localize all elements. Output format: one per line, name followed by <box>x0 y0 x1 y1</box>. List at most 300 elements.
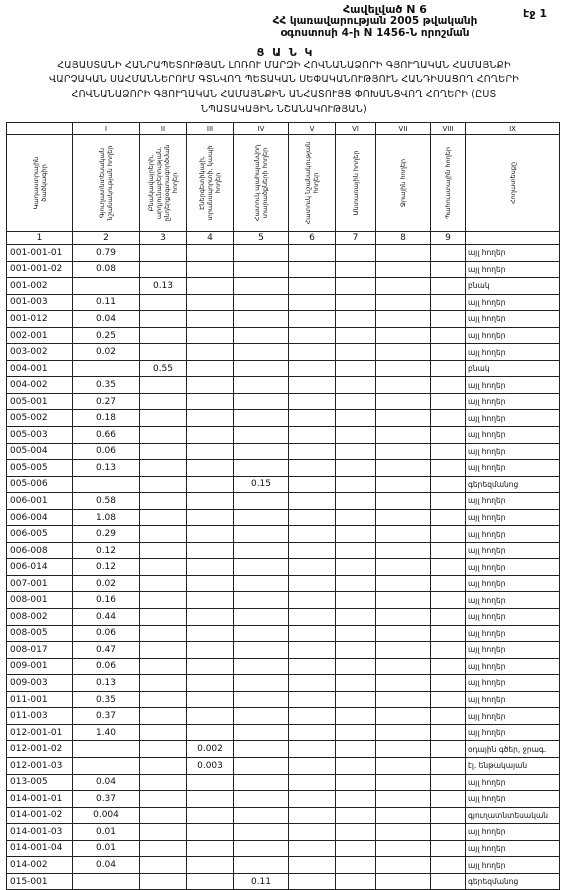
land-type-cell: այլ հողեր <box>466 824 560 841</box>
forest-cell <box>336 840 376 857</box>
protected-cell <box>234 609 289 626</box>
protected-cell <box>234 427 289 444</box>
colnum-10 <box>466 232 560 245</box>
forest-cell <box>336 460 376 477</box>
header-forest: Անտառային հողեր <box>336 135 376 232</box>
water-cell <box>376 311 431 328</box>
water-cell <box>376 791 431 808</box>
agricultural-cell <box>73 741 140 758</box>
roman-col-1 <box>7 123 73 135</box>
table-row <box>7 460 560 477</box>
land-type-cell: այլ հողեր <box>466 724 560 741</box>
water-cell <box>376 526 431 543</box>
forest-cell <box>336 575 376 592</box>
cadastral-code-cell: 008-001 <box>7 592 73 609</box>
reserve-cell <box>431 460 466 477</box>
settlement-cell <box>140 708 187 725</box>
agricultural-cell: 0.01 <box>73 824 140 841</box>
forest-cell <box>336 344 376 361</box>
table-row <box>7 278 560 295</box>
table-row <box>7 609 560 626</box>
energy-transport-cell <box>187 609 234 626</box>
table-row <box>7 873 560 890</box>
forest-cell <box>336 443 376 460</box>
header-energy-transport: Էներգետիկայի, տրանսպորտի, կապի հողեր <box>187 135 234 232</box>
cadastral-code-cell: 001-001-01 <box>7 245 73 262</box>
table-row <box>7 774 560 791</box>
roman-header-row <box>7 123 560 135</box>
agricultural-cell: 0.13 <box>73 675 140 692</box>
water-cell <box>376 476 431 493</box>
agricultural-cell: 0.01 <box>73 840 140 857</box>
protected-cell <box>234 327 289 344</box>
agricultural-cell: 0.25 <box>73 327 140 344</box>
special-cell <box>289 327 336 344</box>
energy-transport-cell <box>187 245 234 262</box>
table-row <box>7 642 560 659</box>
table-row <box>7 245 560 262</box>
forest-cell <box>336 294 376 311</box>
cadastral-code-cell: 001-003 <box>7 294 73 311</box>
forest-cell <box>336 427 376 444</box>
water-cell <box>376 824 431 841</box>
agricultural-cell <box>73 278 140 295</box>
water-cell <box>376 840 431 857</box>
land-type-cell: այլ հողեր <box>466 575 560 592</box>
cadastral-code-cell: 012-001-03 <box>7 757 73 774</box>
cadastral-code-cell: 005-004 <box>7 443 73 460</box>
table-row <box>7 857 560 874</box>
water-cell <box>376 741 431 758</box>
table-row <box>7 625 560 642</box>
agricultural-cell: 0.06 <box>73 443 140 460</box>
water-cell <box>376 658 431 675</box>
water-cell <box>376 460 431 477</box>
settlement-cell <box>140 245 187 262</box>
land-type-cell: այլ հողեր <box>466 708 560 725</box>
water-cell <box>376 443 431 460</box>
energy-transport-cell <box>187 542 234 559</box>
forest-cell <box>336 757 376 774</box>
colnum-1: 1 <box>7 232 73 245</box>
land-type-cell: այլ հողեր <box>466 493 560 510</box>
forest-cell <box>336 675 376 692</box>
water-cell <box>376 245 431 262</box>
land-type-cell: այլ հողեր <box>466 261 560 278</box>
land-type-cell: այլ հողեր <box>466 311 560 328</box>
agricultural-cell: 0.12 <box>73 559 140 576</box>
protected-cell <box>234 675 289 692</box>
water-cell <box>376 393 431 410</box>
settlement-cell <box>140 625 187 642</box>
header-settlements: Բնակավայրերի, արդյունաբերության, ընդերքօգտագործման հողեր <box>140 135 187 232</box>
reserve-cell <box>431 344 466 361</box>
water-cell <box>376 377 431 394</box>
special-cell <box>289 840 336 857</box>
agricultural-cell: 0.08 <box>73 261 140 278</box>
special-cell <box>289 278 336 295</box>
settlement-cell <box>140 774 187 791</box>
protected-cell <box>234 344 289 361</box>
table-row <box>7 294 560 311</box>
protected-cell: 0.15 <box>234 476 289 493</box>
land-type-cell: այլ հողեր <box>466 427 560 444</box>
settlement-cell <box>140 542 187 559</box>
settlement-cell <box>140 575 187 592</box>
agricultural-cell: 0.35 <box>73 691 140 708</box>
land-type-cell: էլ. ենթակայան <box>466 757 560 774</box>
land-type-cell: այլ հողեր <box>466 658 560 675</box>
table-row <box>7 509 560 526</box>
cadastral-code-cell: 001-001-02 <box>7 261 73 278</box>
table-row <box>7 675 560 692</box>
settlement-cell <box>140 393 187 410</box>
forest-cell <box>336 377 376 394</box>
special-cell <box>289 476 336 493</box>
energy-transport-cell <box>187 840 234 857</box>
water-cell <box>376 625 431 642</box>
energy-transport-cell <box>187 791 234 808</box>
settlement-cell <box>140 559 187 576</box>
settlement-cell <box>140 658 187 675</box>
cadastral-code-cell: 004-001 <box>7 360 73 377</box>
forest-cell <box>336 393 376 410</box>
forest-cell <box>336 261 376 278</box>
protected-cell <box>234 278 289 295</box>
reserve-cell <box>431 294 466 311</box>
roman-col-7: VI <box>336 123 376 135</box>
energy-transport-cell <box>187 443 234 460</box>
reserve-cell <box>431 443 466 460</box>
special-cell <box>289 377 336 394</box>
special-cell <box>289 592 336 609</box>
forest-cell <box>336 311 376 328</box>
table-row <box>7 658 560 675</box>
agricultural-cell: 0.04 <box>73 311 140 328</box>
protected-cell <box>234 824 289 841</box>
forest-cell <box>336 559 376 576</box>
land-table <box>6 122 560 890</box>
protected-cell: 0.11 <box>234 873 289 890</box>
special-cell <box>289 542 336 559</box>
header-cadastral-code: Կադաստրային ծածկագիր <box>7 135 73 232</box>
agricultural-cell: 1.40 <box>73 724 140 741</box>
land-type-cell: այլ հողեր <box>466 294 560 311</box>
water-cell <box>376 857 431 874</box>
agricultural-cell: 0.02 <box>73 575 140 592</box>
land-type-cell: գերեզմանոց <box>466 476 560 493</box>
agricultural-cell: 0.79 <box>73 245 140 262</box>
water-cell <box>376 675 431 692</box>
table-row <box>7 691 560 708</box>
land-type-cell: գերեզմանոց <box>466 873 560 890</box>
agricultural-cell <box>73 873 140 890</box>
settlement-cell <box>140 509 187 526</box>
protected-cell <box>234 642 289 659</box>
table-row <box>7 791 560 808</box>
colnum-6: 6 <box>289 232 336 245</box>
cadastral-code-cell: 012-001-01 <box>7 724 73 741</box>
document-title: Ց Ա Ն Կ <box>256 46 315 59</box>
protected-cell <box>234 294 289 311</box>
water-cell <box>376 609 431 626</box>
reserve-cell <box>431 840 466 857</box>
cadastral-code-cell: 006-014 <box>7 559 73 576</box>
agricultural-cell: 0.11 <box>73 294 140 311</box>
cadastral-code-cell: 005-002 <box>7 410 73 427</box>
table-row <box>7 724 560 741</box>
energy-transport-cell <box>187 675 234 692</box>
agricultural-cell: 0.37 <box>73 708 140 725</box>
cadastral-code-cell: 015-001 <box>7 873 73 890</box>
special-cell <box>289 708 336 725</box>
energy-transport-cell <box>187 460 234 477</box>
colnum-7: 7 <box>336 232 376 245</box>
energy-transport-cell <box>187 708 234 725</box>
forest-cell <box>336 542 376 559</box>
title-line-2: ՎԱՐՉԱԿԱՆ ՍԱՀՄԱՆՆԵՐՈՒՄ ԳՏՆՎՈՂ ՊԵՏԱԿԱՆ ՍԵՓԱԿԱՆՈՒԹՅՈՒՆ ՀԱՆԴԻՍԱՑՈՂ ՀՈՂԵՐԻ <box>48 74 519 85</box>
table-row <box>7 476 560 493</box>
water-cell <box>376 509 431 526</box>
land-type-cell: այլ հողեր <box>466 443 560 460</box>
table-row <box>7 592 560 609</box>
agricultural-cell: 0.004 <box>73 807 140 824</box>
forest-cell <box>336 410 376 427</box>
protected-cell <box>234 625 289 642</box>
table-body <box>7 245 560 890</box>
settlement-cell <box>140 427 187 444</box>
protected-cell <box>234 261 289 278</box>
forest-cell <box>336 526 376 543</box>
cadastral-code-cell: 003-002 <box>7 344 73 361</box>
roman-col-4: III <box>187 123 234 135</box>
reserve-cell <box>431 509 466 526</box>
energy-transport-cell <box>187 377 234 394</box>
water-cell <box>376 724 431 741</box>
table-row <box>7 807 560 824</box>
agricultural-cell: 0.06 <box>73 658 140 675</box>
special-cell <box>289 691 336 708</box>
colnum-2: 2 <box>73 232 140 245</box>
water-cell <box>376 559 431 576</box>
energy-transport-cell <box>187 592 234 609</box>
special-cell <box>289 642 336 659</box>
forest-cell <box>336 493 376 510</box>
special-cell <box>289 261 336 278</box>
cadastral-code-cell: 005-001 <box>7 393 73 410</box>
reserve-cell <box>431 592 466 609</box>
cadastral-code-cell: 012-001-02 <box>7 741 73 758</box>
water-cell <box>376 873 431 890</box>
energy-transport-cell <box>187 311 234 328</box>
cadastral-code-cell: 001-012 <box>7 311 73 328</box>
forest-cell <box>336 609 376 626</box>
cadastral-code-cell: 013-005 <box>7 774 73 791</box>
protected-cell <box>234 691 289 708</box>
special-cell <box>289 625 336 642</box>
special-cell <box>289 360 336 377</box>
land-type-cell: այլ հողեր <box>466 857 560 874</box>
land-type-cell: այլ հողեր <box>466 675 560 692</box>
special-cell <box>289 791 336 808</box>
land-type-cell: այլ հողեր <box>466 344 560 361</box>
header-special: Հատուկ նշանակության հողեր <box>289 135 336 232</box>
settlement-cell <box>140 311 187 328</box>
cadastral-code-cell: 009-003 <box>7 675 73 692</box>
protected-cell <box>234 724 289 741</box>
forest-cell <box>336 360 376 377</box>
roman-col-10: IX <box>466 123 560 135</box>
table-row <box>7 840 560 857</box>
water-cell <box>376 360 431 377</box>
energy-transport-cell <box>187 360 234 377</box>
reserve-cell <box>431 427 466 444</box>
land-type-cell: այլ հողեր <box>466 625 560 642</box>
protected-cell <box>234 542 289 559</box>
protected-cell <box>234 410 289 427</box>
agricultural-cell: 0.66 <box>73 427 140 444</box>
special-cell <box>289 609 336 626</box>
settlement-cell <box>140 724 187 741</box>
cadastral-code-cell: 001-002 <box>7 278 73 295</box>
colnum-5: 5 <box>234 232 289 245</box>
water-cell <box>376 294 431 311</box>
forest-cell <box>336 807 376 824</box>
settlement-cell <box>140 741 187 758</box>
water-cell <box>376 493 431 510</box>
energy-transport-cell <box>187 691 234 708</box>
reserve-cell <box>431 493 466 510</box>
special-cell <box>289 393 336 410</box>
agricultural-cell <box>73 360 140 377</box>
protected-cell <box>234 658 289 675</box>
energy-transport-cell: 0.002 <box>187 741 234 758</box>
land-type-cell: այլ հողեր <box>466 327 560 344</box>
settlement-cell <box>140 526 187 543</box>
special-cell <box>289 410 336 427</box>
water-cell <box>376 327 431 344</box>
protected-cell <box>234 708 289 725</box>
special-cell <box>289 427 336 444</box>
protected-cell <box>234 592 289 609</box>
colnum-9: 9 <box>431 232 466 245</box>
roman-col-2: I <box>73 123 140 135</box>
table-row <box>7 443 560 460</box>
special-cell <box>289 857 336 874</box>
special-cell <box>289 873 336 890</box>
settlement-cell <box>140 443 187 460</box>
cadastral-code-cell: 005-003 <box>7 427 73 444</box>
title-line-1: ՀԱՅԱՍՏԱՆԻ ՀԱՆՐԱՊԵՏՈՒԹՅԱՆ ԼՈՌՈՒ ՄԱՐԶԻ ՀՈՎՆԱՆԱՁՈՐԻ ԳՅՈՒՂԱԿԱՆ ՀԱՄԱՅՆՔԻ <box>57 60 511 71</box>
reserve-cell <box>431 642 466 659</box>
cadastral-code-cell: 008-017 <box>7 642 73 659</box>
agricultural-cell: 0.27 <box>73 393 140 410</box>
water-cell <box>376 344 431 361</box>
reserve-cell <box>431 410 466 427</box>
forest-cell <box>336 724 376 741</box>
page-number: էջ 1 <box>523 7 547 20</box>
forest-cell <box>336 592 376 609</box>
reserve-cell <box>431 311 466 328</box>
table-row <box>7 708 560 725</box>
roman-col-9: VIII <box>431 123 466 135</box>
annex-decision: օգոստոսի 4-ի N 1456-Ն որոշման <box>280 27 470 39</box>
forest-cell <box>336 691 376 708</box>
table-row <box>7 542 560 559</box>
reserve-cell <box>431 791 466 808</box>
forest-cell <box>336 741 376 758</box>
special-cell <box>289 741 336 758</box>
protected-cell <box>234 460 289 477</box>
settlement-cell <box>140 344 187 361</box>
forest-cell <box>336 824 376 841</box>
table-row <box>7 575 560 592</box>
settlement-cell <box>140 757 187 774</box>
table-row <box>7 261 560 278</box>
reserve-cell <box>431 476 466 493</box>
water-cell <box>376 807 431 824</box>
special-cell <box>289 493 336 510</box>
special-cell <box>289 245 336 262</box>
header-protected: Հատուկ պահպանվող տարածքների հողեր <box>234 135 289 232</box>
cadastral-code-cell: 002-001 <box>7 327 73 344</box>
protected-cell <box>234 575 289 592</box>
settlement-cell <box>140 592 187 609</box>
land-type-cell: այլ հողեր <box>466 642 560 659</box>
reserve-cell <box>431 609 466 626</box>
settlement-cell <box>140 807 187 824</box>
water-cell <box>376 592 431 609</box>
water-cell <box>376 708 431 725</box>
settlement-cell <box>140 791 187 808</box>
protected-cell <box>234 774 289 791</box>
land-type-cell: այլ հողեր <box>466 774 560 791</box>
protected-cell <box>234 791 289 808</box>
header-reserve: Պահուստային հողեր <box>431 135 466 232</box>
water-cell <box>376 774 431 791</box>
energy-transport-cell <box>187 261 234 278</box>
agricultural-cell: 0.06 <box>73 625 140 642</box>
agricultural-cell: 0.02 <box>73 344 140 361</box>
special-cell <box>289 757 336 774</box>
cadastral-code-cell: 004-002 <box>7 377 73 394</box>
roman-col-3: II <box>140 123 187 135</box>
table-row <box>7 393 560 410</box>
forest-cell <box>336 509 376 526</box>
table-row <box>7 327 560 344</box>
special-cell <box>289 658 336 675</box>
header-land-type: Հողատեսքը <box>466 135 560 232</box>
land-type-cell: այլ հողեր <box>466 393 560 410</box>
colnum-4: 4 <box>187 232 234 245</box>
protected-cell <box>234 493 289 510</box>
reserve-cell <box>431 857 466 874</box>
settlement-cell <box>140 476 187 493</box>
reserve-cell <box>431 873 466 890</box>
settlement-cell <box>140 840 187 857</box>
settlement-cell <box>140 460 187 477</box>
table-row <box>7 559 560 576</box>
forest-cell <box>336 857 376 874</box>
forest-cell <box>336 476 376 493</box>
land-type-cell: բնակ <box>466 360 560 377</box>
special-cell <box>289 509 336 526</box>
land-type-cell: այլ հողեր <box>466 509 560 526</box>
cadastral-code-cell: 014-002 <box>7 857 73 874</box>
forest-cell <box>336 791 376 808</box>
table-row <box>7 311 560 328</box>
protected-cell <box>234 360 289 377</box>
